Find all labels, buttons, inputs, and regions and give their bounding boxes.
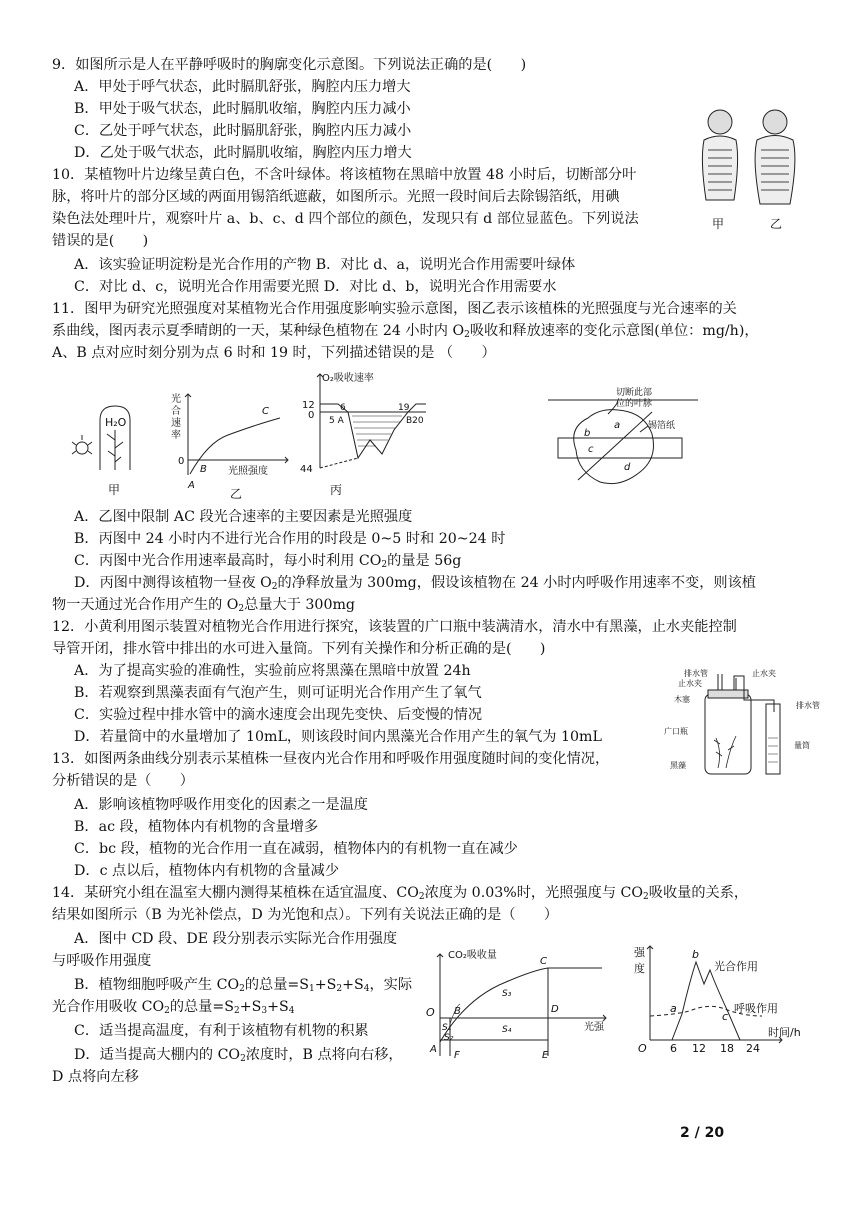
svg-text:A: A xyxy=(430,1044,437,1055)
q13-curve-figure xyxy=(632,940,822,1056)
svg-text:S₄: S₄ xyxy=(502,1025,512,1035)
svg-text:C: C xyxy=(262,406,269,417)
q12-line-2: 导管开闭，排水管中排出的水可进入量筒。下列有关操作和分析正确的是( ) xyxy=(52,641,546,657)
svg-text:强: 强 xyxy=(634,946,645,959)
q13-option-b: B．ac 段，植物体内有机物的含量增多 xyxy=(74,819,319,835)
svg-text:S₂: S₂ xyxy=(444,1033,454,1043)
q9-option-c: C．乙处于呼气状态，此时膈肌舒张，胸腔内压力减小 xyxy=(74,123,412,139)
svg-text:止水夹: 止水夹 xyxy=(678,679,702,688)
svg-text:光强: 光强 xyxy=(584,1022,604,1033)
q11-option-c: C．丙图中光合作用速率最高时，每小时利用 $CO_2$的量是 56g xyxy=(74,553,462,570)
q10-leaf-figure xyxy=(548,388,698,493)
svg-text:率: 率 xyxy=(171,430,181,441)
svg-text:O: O xyxy=(426,1006,435,1019)
svg-text:5 A: 5 A xyxy=(329,416,344,426)
svg-text:度: 度 xyxy=(634,962,645,975)
q9-chest-figure xyxy=(690,100,810,235)
q14-option-c: C．适当提高温度，有利于该植物有机物的积累 xyxy=(74,1023,369,1039)
svg-text:12: 12 xyxy=(302,400,315,411)
q14-option-b-cont: 光合作用吸收 $CO_2$的总量$=S_2+S_3+S_4$ xyxy=(52,999,295,1016)
q12-option-a: A．为了提高实验的准确性，实验前应将黑藻在黑暗中放置 24h xyxy=(74,663,471,679)
q9-fig-label-yi: 乙 xyxy=(770,217,783,231)
svg-text:12: 12 xyxy=(692,1042,706,1055)
svg-text:黑藻: 黑藻 xyxy=(670,761,686,770)
svg-text:a: a xyxy=(614,420,621,431)
svg-text:18: 18 xyxy=(720,1042,734,1055)
svg-text:CO₂吸收量: CO₂吸收量 xyxy=(448,950,497,961)
q13-option-d: D．c 点以后，植物体内有机物的含量减少 xyxy=(74,863,340,879)
svg-text:木塞: 木塞 xyxy=(674,695,690,704)
q14-line-2: 结果如图所示（B 为光补偿点，D 为光饱和点）。下列有关说法正确的是（ ） xyxy=(52,907,559,923)
q11-option-d: D．丙图中测得该植物一昼夜 $O_2$的净释放量为 300mg，假设该植物在 24 小时内呼吸作用速率不变，则该植 xyxy=(74,575,756,592)
svg-text:S₁: S₁ xyxy=(442,1023,452,1033)
q11-fig-bing xyxy=(298,368,438,503)
svg-text:锡箔纸: 锡箔纸 xyxy=(648,421,676,431)
q12-option-c: C．实验过程中排水管中的滴水速度会出现先变快、后变慢的情况 xyxy=(74,707,483,723)
svg-text:O: O xyxy=(638,1042,647,1055)
svg-text:B: B xyxy=(454,1006,461,1017)
svg-text:B20: B20 xyxy=(406,416,424,426)
svg-text:a: a xyxy=(670,1002,677,1015)
q13-option-a: A．影响该植物呼吸作用变化的因素之一是温度 xyxy=(74,797,368,813)
svg-text:合: 合 xyxy=(171,406,181,417)
q10-options-ab: A．该实验证明淀粉是光合作用的产物 B．对比 d、a，说明光合作用需要叶绿体 xyxy=(74,257,576,273)
page-number: 2 / 20 xyxy=(680,1125,725,1141)
q11-fig-jia xyxy=(72,400,142,500)
q14-option-d-cont: D 点将向左移 xyxy=(52,1069,139,1085)
svg-text:光照强度: 光照强度 xyxy=(228,466,268,477)
svg-text:时间/h: 时间/h xyxy=(768,1026,801,1039)
q11-option-d-cont: 物一天通过光合作用产生的 $O_2$总量大于 300mg xyxy=(52,597,356,614)
svg-text:止水夹: 止水夹 xyxy=(752,669,776,678)
svg-text:丙: 丙 xyxy=(330,483,343,497)
svg-text:位的叶脉: 位的叶脉 xyxy=(616,399,653,409)
svg-text:A: A xyxy=(188,480,195,491)
svg-text:速: 速 xyxy=(171,418,181,429)
q12-option-b: B．若观察到黑藻表面有气泡产生，则可证明光合作用产生了氧气 xyxy=(74,685,482,701)
q11-fig-yi xyxy=(168,390,298,500)
q9-stem: 9．如图所示是人在平静呼吸时的胸廓变化示意图。下列说法正确的是( ) xyxy=(52,57,527,73)
q11-fig-jia-h2o: H₂O xyxy=(105,416,127,429)
svg-text:c: c xyxy=(588,444,594,455)
q14-option-a-cont: 与呼吸作用强度 xyxy=(52,953,152,969)
q9-option-d: D．乙处于吸气状态，此时膈肌收缩，胸腔内压力增大 xyxy=(74,145,412,161)
svg-text:0: 0 xyxy=(308,410,315,421)
q10-line-2: 脉，将叶片的部分区域的两面用锡箔纸遮蔽，如图所示。光照一段时间后去除锡箔纸，用碘 xyxy=(52,189,620,205)
q10-options-cd: C．对比 d、c，说明光合作用需要光照 D．对比 d、b，说明光合作用需要水 xyxy=(74,279,557,295)
q11-fig-jia-label: 甲 xyxy=(108,483,121,497)
svg-text:0: 0 xyxy=(178,456,185,467)
svg-text:E: E xyxy=(542,1050,549,1061)
svg-text:S₃: S₃ xyxy=(502,989,512,999)
q14-co2-figure xyxy=(426,948,612,1060)
svg-text:光合作用: 光合作用 xyxy=(714,960,758,973)
q11-line-1: 11．图甲为研究光照强度对某植物光合作用强度影响实验示意图，图乙表示该植株的光照强度与光合速率的关 xyxy=(52,301,737,317)
q10-line-1: 10．某植物叶片边缘呈黄白色，不含叶绿体。将该植物在黑暗中放置 48 小时后，切断部分叶 xyxy=(52,167,637,183)
q13-line-1: 13．如图两条曲线分别表示某植株一昼夜内光合作用和呼吸作用强度随时间的变化情况， xyxy=(52,751,610,767)
svg-text:光: 光 xyxy=(171,394,181,405)
q13-line-2: 分析错误的是（ ） xyxy=(52,773,194,789)
q12-apparatus-figure xyxy=(660,668,830,780)
q12-line-1: 12．小黄利用图示装置对植物光合作用进行探究，该装置的广口瓶中装满清水，清水中有黑藻，止水夹能控制 xyxy=(52,619,737,635)
q11-line-3: A、B 点对应时刻分别为点 6 时和 19 时，下列描述错误的是 （ ） xyxy=(52,345,496,361)
svg-text:44: 44 xyxy=(300,464,313,475)
svg-text:切断此部: 切断此部 xyxy=(616,388,653,398)
q13-option-c: C．bc 段，植物的光合作用一直在减弱，植物体内的有机物一直在减少 xyxy=(74,841,518,857)
svg-text:6: 6 xyxy=(340,403,346,413)
svg-text:广口瓶: 广口瓶 xyxy=(664,727,688,736)
q11-line-2: 系曲线，图丙表示夏季晴朗的一天，某种绿色植物在 24 小时内 $O_2$吸收和释放速率的变化示意图(单位：mg/h)， xyxy=(52,323,759,340)
q12-option-d: D．若量筒中的水量增加了 10mL，则该段时间内黑藻光合作用产生的氧气为 10mL xyxy=(74,729,602,745)
svg-text:B: B xyxy=(200,464,207,475)
q9-option-a: A．甲处于呼气状态，此时膈肌舒张，胸腔内压力增大 xyxy=(74,79,411,95)
svg-text:D: D xyxy=(551,1004,559,1015)
svg-text:乙: 乙 xyxy=(230,487,243,501)
svg-text:24: 24 xyxy=(746,1042,760,1055)
svg-text:19: 19 xyxy=(398,403,410,413)
svg-text:F: F xyxy=(454,1050,460,1061)
q10-line-3: 染色法处理叶片，观察叶片 a、b、c、d 四个部位的颜色，发现只有 d 部位显蓝色。下列说法 xyxy=(52,211,639,227)
q14-option-b: B．植物细胞呼吸产生 $CO_2$的总量$=S_1+S_2+S_4$，实际 xyxy=(74,977,413,994)
q14-option-d: D．适当提高大棚内的 $CO_2$浓度时，B 点将向右移， xyxy=(74,1047,403,1064)
svg-text:b: b xyxy=(584,428,591,439)
svg-text:排水管: 排水管 xyxy=(796,701,820,710)
svg-text:c: c xyxy=(722,1010,729,1023)
svg-text:排水管: 排水管 xyxy=(684,669,708,678)
svg-text:量筒: 量筒 xyxy=(794,741,810,750)
q14-line-1: 14．某研究小组在温室大棚内测得某植株在适宜温度、$CO_2$浓度为 0.03%时，光照强度与 $CO_2$吸收量的关系， xyxy=(52,885,749,902)
q9-option-b: B．甲处于吸气状态，此时膈肌收缩，胸腔内压力减小 xyxy=(74,101,411,117)
q11-option-b: B．丙图中 24 小时内不进行光合作用的时段是 0~5 时和 20~24 时 xyxy=(74,531,506,547)
q14-option-a: A．图中 CD 段、DE 段分别表示实际光合作用强度 xyxy=(74,931,398,947)
svg-text:O₂吸收速率: O₂吸收速率 xyxy=(322,373,374,384)
q9-fig-label-jia: 甲 xyxy=(712,217,725,231)
q10-line-4: 错误的是( ) xyxy=(52,233,149,249)
svg-text:d: d xyxy=(624,462,631,473)
svg-text:C: C xyxy=(540,956,547,967)
q11-option-a: A．乙图中限制 AC 段光合速率的主要因素是光照强度 xyxy=(74,509,413,525)
svg-text:6: 6 xyxy=(670,1042,677,1055)
svg-text:b: b xyxy=(692,948,699,961)
svg-text:呼吸作用: 呼吸作用 xyxy=(734,1002,778,1015)
